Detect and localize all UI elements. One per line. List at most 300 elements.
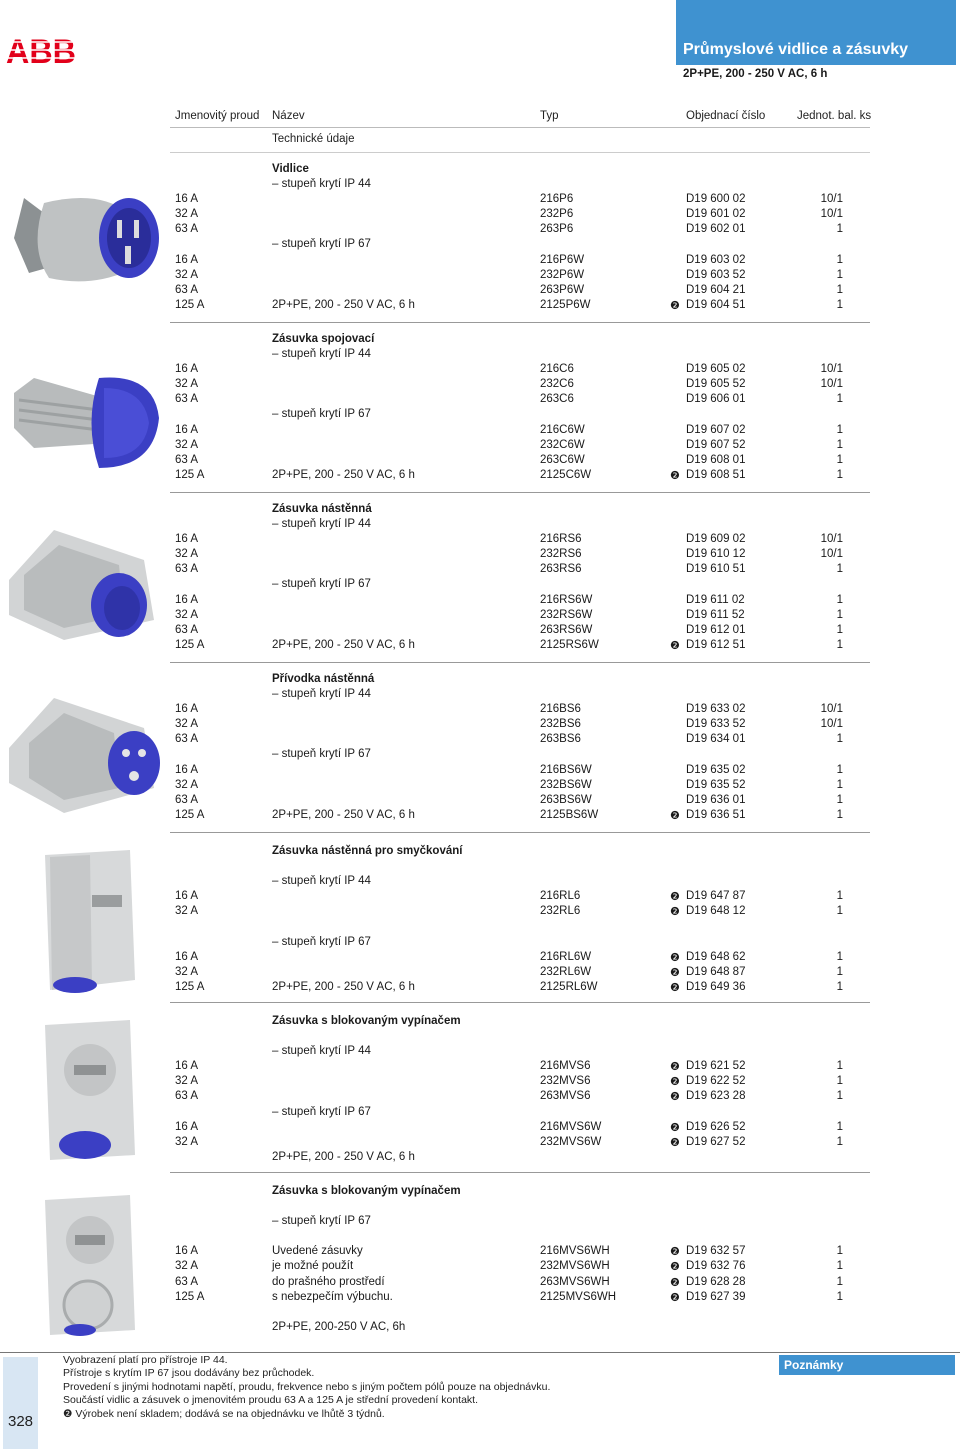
table-row bbox=[0, 208, 960, 223]
pack-qty: 10/1 bbox=[820, 193, 843, 206]
rated-current: 32 A bbox=[175, 268, 199, 281]
pack-qty: 10/1 bbox=[820, 378, 843, 391]
item-name: do prašného prostředí bbox=[272, 1275, 385, 1288]
table-row bbox=[0, 966, 960, 981]
header-divider bbox=[170, 127, 870, 128]
table-row bbox=[0, 454, 960, 469]
table-row bbox=[0, 594, 960, 609]
item-type: 232MVS6 bbox=[540, 1075, 591, 1088]
pack-qty: 1 bbox=[836, 980, 843, 993]
table-row bbox=[0, 578, 960, 593]
order-number: D19 611 02 bbox=[686, 593, 745, 606]
pack-qty: 1 bbox=[836, 1245, 843, 1258]
availability-mark: ❷ bbox=[670, 1091, 680, 1104]
table-row bbox=[0, 563, 960, 578]
order-number: D19 636 51 bbox=[686, 808, 746, 821]
table-row bbox=[0, 809, 960, 824]
availability-mark: ❷ bbox=[670, 299, 680, 312]
pack-qty: 1 bbox=[836, 1120, 843, 1133]
col-header-order: Objednací číslo bbox=[686, 110, 766, 122]
pack-qty: 1 bbox=[836, 608, 843, 621]
rated-current: 63 A bbox=[175, 793, 199, 806]
order-number: D19 603 52 bbox=[686, 268, 746, 281]
table-row bbox=[0, 718, 960, 733]
item-name: 2P+PE, 200 - 250 V AC, 6 h bbox=[272, 1150, 415, 1163]
item-type: 216RS6 bbox=[540, 533, 582, 546]
item-type: 232RL6W bbox=[540, 965, 592, 978]
pack-qty: 1 bbox=[836, 793, 843, 806]
section-divider bbox=[170, 662, 870, 663]
rated-current: 63 A bbox=[175, 1090, 199, 1103]
order-number: D19 623 28 bbox=[686, 1090, 746, 1103]
order-number: D19 648 12 bbox=[686, 905, 746, 918]
pack-qty: 1 bbox=[836, 268, 843, 281]
pack-qty: 1 bbox=[836, 890, 843, 903]
item-type: 232BS6W bbox=[540, 778, 592, 791]
order-number: D19 635 02 bbox=[686, 763, 746, 776]
order-number: D19 608 01 bbox=[686, 453, 746, 466]
item-type: 232BS6 bbox=[540, 718, 581, 731]
item-type: 263P6W bbox=[540, 283, 585, 296]
table-row bbox=[0, 393, 960, 408]
rated-current: 125 A bbox=[175, 808, 205, 821]
table-row bbox=[0, 548, 960, 563]
rated-current: 16 A bbox=[175, 193, 199, 206]
table-row bbox=[0, 951, 960, 966]
order-number: D19 602 01 bbox=[686, 223, 746, 236]
rated-current: 32 A bbox=[175, 548, 199, 561]
table-row bbox=[0, 533, 960, 548]
item-name: – stupeň krytí IP 67 bbox=[272, 1215, 371, 1228]
pack-qty: 1 bbox=[836, 438, 843, 451]
table-row bbox=[0, 1045, 960, 1060]
pack-qty: 1 bbox=[836, 1135, 843, 1148]
rated-current: 32 A bbox=[175, 718, 199, 731]
rated-current: 32 A bbox=[175, 378, 199, 391]
rated-current: 125 A bbox=[175, 980, 205, 993]
abb-logo bbox=[6, 34, 76, 66]
item-name: – stupeň krytí IP 44 bbox=[272, 518, 371, 530]
item-type: 216C6 bbox=[540, 363, 574, 376]
table-row bbox=[0, 639, 960, 654]
order-number: D19 605 02 bbox=[686, 363, 746, 376]
item-type: 263MVS6 bbox=[540, 1090, 591, 1103]
col-header-tech: Technické údaje bbox=[272, 133, 355, 145]
item-type: 263RS6 bbox=[540, 563, 582, 576]
table-row bbox=[0, 518, 960, 533]
pack-qty: 10/1 bbox=[820, 533, 843, 546]
section-divider bbox=[170, 832, 870, 833]
availability-mark: ❷ bbox=[670, 469, 680, 482]
table-row bbox=[0, 860, 960, 875]
pack-qty: 1 bbox=[836, 1060, 843, 1073]
item-type: 2125RS6W bbox=[540, 638, 599, 651]
availability-mark: ❷ bbox=[670, 1261, 680, 1274]
item-type: 263P6 bbox=[540, 223, 574, 236]
availability-mark: ❷ bbox=[670, 1291, 680, 1304]
section-divider bbox=[170, 1002, 870, 1003]
table-row bbox=[0, 469, 960, 484]
pack-qty: 1 bbox=[836, 950, 843, 963]
table-row bbox=[0, 254, 960, 269]
pack-qty: 1 bbox=[836, 778, 843, 791]
pack-qty: 1 bbox=[836, 1275, 843, 1288]
item-name: 2P+PE, 200 - 250 V AC, 6 h bbox=[272, 298, 415, 311]
table-row bbox=[0, 1136, 960, 1151]
item-name: je možné použít bbox=[272, 1260, 354, 1273]
item-type: 216BS6 bbox=[540, 703, 581, 716]
table-row bbox=[0, 748, 960, 763]
section-title: Vidlice bbox=[272, 163, 309, 175]
svg-text:ABB: ABB bbox=[6, 34, 76, 66]
availability-mark: ❷ bbox=[670, 1121, 680, 1134]
availability-mark: ❷ bbox=[670, 951, 680, 964]
item-type: 232MVS6WH bbox=[540, 1260, 610, 1273]
rated-current: 125 A bbox=[175, 638, 205, 651]
availability-mark: ❷ bbox=[670, 1276, 680, 1289]
pack-qty: 10/1 bbox=[820, 208, 843, 221]
table-row bbox=[0, 1151, 960, 1166]
order-number: D19 635 52 bbox=[686, 778, 746, 791]
table-row bbox=[0, 624, 960, 639]
rated-current: 16 A bbox=[175, 1120, 199, 1133]
rated-current: 16 A bbox=[175, 1060, 199, 1073]
notes-label: Poznámky bbox=[784, 1358, 844, 1372]
order-number: D19 610 12 bbox=[686, 548, 746, 561]
pack-qty: 1 bbox=[836, 468, 843, 481]
pack-qty: 1 bbox=[836, 1290, 843, 1303]
item-type: 2125BS6W bbox=[540, 808, 599, 821]
rated-current: 63 A bbox=[175, 283, 199, 296]
page-number: 328 bbox=[8, 1413, 34, 1430]
table-row bbox=[0, 920, 960, 935]
section-divider bbox=[170, 322, 870, 323]
table-row bbox=[0, 905, 960, 920]
item-type: 216C6W bbox=[540, 423, 585, 436]
table-row bbox=[0, 1276, 960, 1291]
order-number: D19 601 02 bbox=[686, 208, 746, 221]
table-row bbox=[0, 1306, 960, 1321]
table-row bbox=[0, 299, 960, 314]
table-row bbox=[0, 408, 960, 423]
pack-qty: 10/1 bbox=[820, 718, 843, 731]
order-number: D19 648 87 bbox=[686, 965, 746, 978]
pack-qty: 1 bbox=[836, 593, 843, 606]
item-type: 2125C6W bbox=[540, 468, 592, 481]
availability-mark: ❷ bbox=[670, 639, 680, 652]
rated-current: 16 A bbox=[175, 890, 199, 903]
order-number: D19 633 52 bbox=[686, 718, 746, 731]
table-row bbox=[0, 733, 960, 748]
item-name: – stupeň krytí IP 44 bbox=[272, 688, 371, 700]
rated-current: 16 A bbox=[175, 703, 199, 716]
footer-note: Provedení s jinými hodnotami napětí, proudu, frekvence nebo s jiným počtem pólů pouze na objednávku. bbox=[63, 1380, 551, 1393]
table-row bbox=[0, 1260, 960, 1275]
item-type: 2125MVS6WH bbox=[540, 1290, 617, 1303]
rated-current: 63 A bbox=[175, 453, 199, 466]
order-number: D19 604 51 bbox=[686, 298, 746, 311]
item-type: 232C6W bbox=[540, 438, 585, 451]
order-number: D19 647 87 bbox=[686, 890, 746, 903]
item-name: – stupeň krytí IP 44 bbox=[272, 1045, 371, 1058]
footer-note: Vyobrazení platí pro přístroje IP 44. bbox=[63, 1354, 228, 1366]
item-type: 263C6W bbox=[540, 453, 585, 466]
pack-qty: 1 bbox=[836, 1260, 843, 1273]
footer-note: Součástí vidlic a zásuvek o jmenovitém proudu 63 A a 125 A je střední provedení kontakt. bbox=[63, 1394, 479, 1407]
table-row bbox=[0, 1200, 960, 1215]
rated-current: 63 A bbox=[175, 223, 199, 236]
order-number: D19 634 01 bbox=[686, 733, 746, 746]
rated-current: 16 A bbox=[175, 363, 199, 376]
page-number-box bbox=[3, 1357, 38, 1449]
item-type: 263MVS6WH bbox=[540, 1275, 610, 1288]
table-row bbox=[0, 193, 960, 208]
order-number: D19 608 51 bbox=[686, 468, 746, 481]
table-row bbox=[0, 794, 960, 809]
item-type: 232MVS6W bbox=[540, 1135, 602, 1148]
table-row bbox=[0, 764, 960, 779]
rated-current: 63 A bbox=[175, 563, 199, 576]
table-row bbox=[0, 1230, 960, 1245]
order-number: D19 627 52 bbox=[686, 1135, 746, 1148]
pack-qty: 1 bbox=[836, 563, 843, 576]
pack-qty: 1 bbox=[836, 298, 843, 311]
order-number: D19 626 52 bbox=[686, 1120, 746, 1133]
rated-current: 16 A bbox=[175, 253, 199, 266]
rated-current: 32 A bbox=[175, 965, 199, 978]
availability-mark: ❷ bbox=[670, 891, 680, 904]
table-row bbox=[0, 1121, 960, 1136]
item-type: 216P6W bbox=[540, 253, 585, 266]
table-row bbox=[0, 363, 960, 378]
rated-current: 16 A bbox=[175, 533, 199, 546]
item-name: 2P+PE, 200 - 250 V AC, 6 h bbox=[272, 808, 415, 821]
pack-qty: 1 bbox=[836, 638, 843, 651]
item-name: 2P+PE, 200 - 250 V AC, 6 h bbox=[272, 980, 415, 993]
order-number: D19 603 02 bbox=[686, 253, 746, 266]
item-type: 216MVS6 bbox=[540, 1060, 591, 1073]
table-row bbox=[0, 269, 960, 284]
item-type: 216RS6W bbox=[540, 593, 593, 606]
table-row bbox=[0, 1106, 960, 1121]
order-number: D19 622 52 bbox=[686, 1075, 746, 1088]
footer-divider bbox=[0, 1352, 960, 1353]
order-number: D19 606 01 bbox=[686, 393, 746, 406]
section-title: Zásuvka nástěnná pro smyčkování bbox=[272, 845, 463, 857]
col-header-qty: Jednot. bal. ks bbox=[797, 110, 872, 122]
table-row bbox=[0, 688, 960, 703]
order-number: D19 605 52 bbox=[686, 378, 746, 391]
availability-mark: ❷ bbox=[670, 809, 680, 822]
rated-current: 32 A bbox=[175, 1135, 199, 1148]
order-number: D19 621 52 bbox=[686, 1060, 746, 1073]
item-type: 216P6 bbox=[540, 193, 574, 206]
item-type: 263BS6W bbox=[540, 793, 592, 806]
item-type: 232RL6 bbox=[540, 905, 581, 918]
availability-mark: ❷ bbox=[670, 1136, 680, 1149]
order-number: D19 632 76 bbox=[686, 1260, 746, 1273]
rated-current: 16 A bbox=[175, 593, 199, 606]
table-row bbox=[0, 609, 960, 624]
availability-mark: ❷ bbox=[670, 966, 680, 979]
item-name: Uvedené zásuvky bbox=[272, 1245, 363, 1258]
item-name: – stupeň krytí IP 67 bbox=[272, 578, 371, 591]
order-number: D19 612 01 bbox=[686, 623, 746, 636]
rated-current: 63 A bbox=[175, 393, 199, 406]
item-name: 2P+PE, 200 - 250 V AC, 6 h bbox=[272, 468, 415, 481]
table-row bbox=[0, 981, 960, 996]
availability-mark: ❷ bbox=[670, 981, 680, 994]
rated-current: 125 A bbox=[175, 468, 205, 481]
order-number: D19 600 02 bbox=[686, 193, 746, 206]
pack-qty: 1 bbox=[836, 763, 843, 776]
rated-current: 32 A bbox=[175, 905, 199, 918]
table-row bbox=[0, 424, 960, 439]
col-header-current: Jmenovitý proud bbox=[175, 110, 260, 122]
item-type: 2125P6W bbox=[540, 298, 591, 311]
item-name: 2P+PE, 200 - 250 V AC, 6 h bbox=[272, 638, 415, 651]
order-number: D19 611 52 bbox=[686, 608, 745, 621]
table-row bbox=[0, 1075, 960, 1090]
table-row bbox=[0, 779, 960, 794]
order-number: D19 607 02 bbox=[686, 423, 746, 436]
pack-qty: 1 bbox=[836, 283, 843, 296]
order-number: D19 627 39 bbox=[686, 1290, 746, 1303]
pack-qty: 10/1 bbox=[820, 703, 843, 716]
rated-current: 125 A bbox=[175, 1290, 205, 1303]
footer-notes bbox=[63, 1354, 550, 1421]
item-name: – stupeň krytí IP 67 bbox=[272, 935, 371, 948]
table-row bbox=[0, 1030, 960, 1045]
order-number: D19 628 28 bbox=[686, 1275, 746, 1288]
table-row bbox=[0, 378, 960, 393]
col-header-name: Název bbox=[272, 110, 305, 122]
item-type: 232RS6W bbox=[540, 608, 593, 621]
item-name: 2P+PE, 200-250 V AC, 6h bbox=[272, 1320, 406, 1333]
item-type: 216MVS6W bbox=[540, 1120, 602, 1133]
table-row bbox=[0, 1215, 960, 1230]
order-number: D19 612 51 bbox=[686, 638, 746, 651]
pack-qty: 1 bbox=[836, 1075, 843, 1088]
order-number: D19 607 52 bbox=[686, 438, 746, 451]
item-name: – stupeň krytí IP 67 bbox=[272, 748, 371, 761]
availability-mark: ❷ bbox=[670, 906, 680, 919]
page-subtitle: 2P+PE, 200 - 250 V AC, 6 h bbox=[683, 68, 828, 80]
table-row bbox=[0, 238, 960, 253]
item-type: 232RS6 bbox=[540, 548, 582, 561]
rated-current: 16 A bbox=[175, 423, 199, 436]
pack-qty: 1 bbox=[836, 453, 843, 466]
order-number: D19 604 21 bbox=[686, 283, 746, 296]
rated-current: 16 A bbox=[175, 950, 199, 963]
item-name: – stupeň krytí IP 67 bbox=[272, 408, 371, 421]
pack-qty: 1 bbox=[836, 808, 843, 821]
table-row bbox=[0, 223, 960, 238]
item-name: – stupeň krytí IP 44 bbox=[272, 178, 371, 190]
availability-mark: ❷ bbox=[670, 1076, 680, 1089]
order-number: D19 610 51 bbox=[686, 563, 746, 576]
pack-qty: 10/1 bbox=[820, 363, 843, 376]
rated-current: 63 A bbox=[175, 623, 199, 636]
rated-current: 125 A bbox=[175, 298, 205, 311]
item-type: 232P6W bbox=[540, 268, 585, 281]
item-name: – stupeň krytí IP 67 bbox=[272, 1105, 371, 1118]
rated-current: 32 A bbox=[175, 208, 199, 221]
rated-current: 16 A bbox=[175, 763, 199, 776]
page-title: Průmyslové vidlice a zásuvky bbox=[683, 41, 909, 58]
table-row bbox=[0, 703, 960, 718]
item-type: 216MVS6WH bbox=[540, 1245, 610, 1258]
item-type: 232P6 bbox=[540, 208, 574, 221]
section-title: Zásuvka s blokovaným vypínačem bbox=[272, 1015, 461, 1027]
table-row bbox=[0, 936, 960, 951]
rated-current: 16 A bbox=[175, 1245, 199, 1258]
pack-qty: 1 bbox=[836, 223, 843, 236]
table-row bbox=[0, 1060, 960, 1075]
item-type: 2125RL6W bbox=[540, 980, 598, 993]
table-row bbox=[0, 1291, 960, 1306]
item-name: – stupeň krytí IP 44 bbox=[272, 875, 371, 888]
table-row bbox=[0, 1321, 960, 1336]
item-type: 216RL6W bbox=[540, 950, 592, 963]
footer-note: ❷ Výrobek není skladem; dodává se na objednávku ve lhůtě 3 týdnů. bbox=[63, 1407, 385, 1420]
pack-qty: 1 bbox=[836, 1090, 843, 1103]
table-row bbox=[0, 1090, 960, 1105]
item-type: 216RL6 bbox=[540, 890, 581, 903]
table-row bbox=[0, 284, 960, 299]
item-type: 263RS6W bbox=[540, 623, 593, 636]
table-row bbox=[0, 875, 960, 890]
pack-qty: 1 bbox=[836, 733, 843, 746]
table-row bbox=[0, 890, 960, 905]
availability-mark: ❷ bbox=[670, 1246, 680, 1259]
order-number: D19 633 02 bbox=[686, 703, 746, 716]
rated-current: 63 A bbox=[175, 733, 199, 746]
pack-qty: 1 bbox=[836, 965, 843, 978]
order-number: D19 636 01 bbox=[686, 793, 746, 806]
item-name: – stupeň krytí IP 67 bbox=[272, 238, 371, 251]
table-row bbox=[0, 1245, 960, 1260]
section-title: Zásuvka spojovací bbox=[272, 333, 375, 345]
pack-qty: 1 bbox=[836, 393, 843, 406]
rated-current: 32 A bbox=[175, 1260, 199, 1273]
pack-qty: 1 bbox=[836, 423, 843, 436]
table-row bbox=[0, 178, 960, 193]
order-number: D19 648 62 bbox=[686, 950, 746, 963]
header-divider-2 bbox=[170, 152, 870, 153]
order-number: D19 649 36 bbox=[686, 980, 746, 993]
item-name: – stupeň krytí IP 44 bbox=[272, 348, 371, 360]
rated-current: 32 A bbox=[175, 1075, 199, 1088]
section-title: Zásuvka nástěnná bbox=[272, 503, 372, 515]
availability-mark: ❷ bbox=[670, 1061, 680, 1074]
pack-qty: 1 bbox=[836, 623, 843, 636]
rated-current: 32 A bbox=[175, 608, 199, 621]
item-type: 263BS6 bbox=[540, 733, 581, 746]
item-type: 232C6 bbox=[540, 378, 574, 391]
col-header-type: Typ bbox=[540, 110, 559, 122]
section-divider bbox=[170, 492, 870, 493]
footer-note: Přístroje s krytím IP 67 jsou dodávány bez průchodek. bbox=[63, 1367, 315, 1380]
pack-qty: 1 bbox=[836, 905, 843, 918]
section-title: Přívodka nástěnná bbox=[272, 673, 375, 685]
order-number: D19 609 02 bbox=[686, 533, 746, 546]
section-divider bbox=[170, 1172, 870, 1173]
section-title: Zásuvka s blokovaným vypínačem bbox=[272, 1185, 461, 1197]
rated-current: 63 A bbox=[175, 1275, 199, 1288]
pack-qty: 1 bbox=[836, 253, 843, 266]
rated-current: 32 A bbox=[175, 778, 199, 791]
